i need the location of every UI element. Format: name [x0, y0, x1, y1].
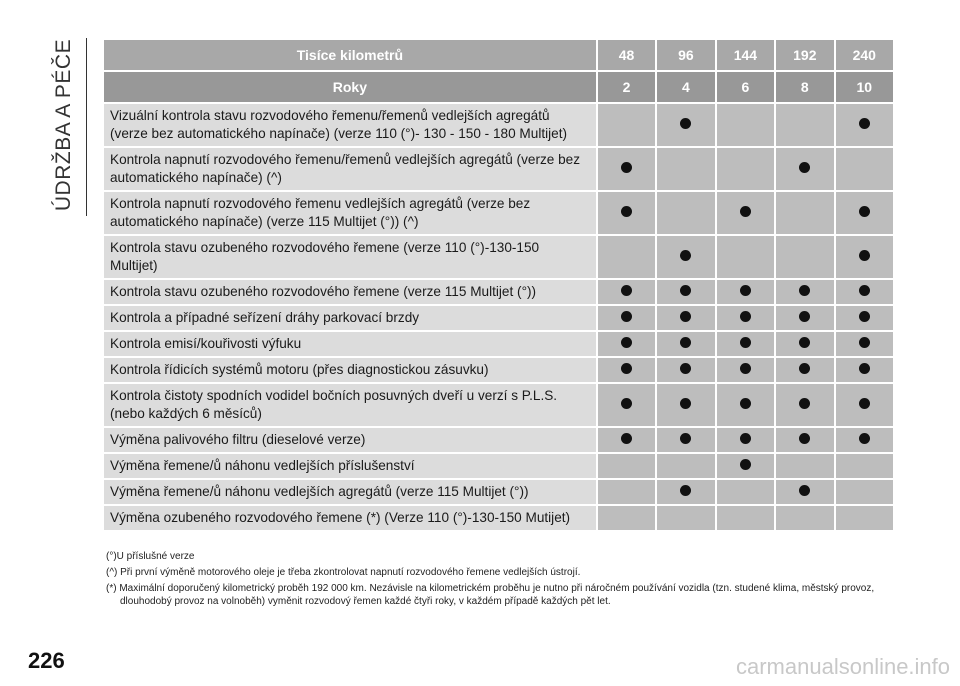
table-row [104, 236, 893, 278]
interval-cell [776, 506, 833, 530]
interval-cell [717, 428, 774, 452]
table-row [104, 332, 893, 356]
interval-cell [776, 104, 833, 146]
table-row [104, 306, 893, 330]
interval-cell [598, 192, 655, 234]
interval-cell [836, 480, 893, 504]
header-years-label: Roky [104, 72, 596, 102]
scheduled-dot-icon [859, 118, 870, 129]
task-description: Kontrola a případné seřízení dráhy parkovací brzdy [104, 306, 596, 330]
table-row [104, 104, 893, 146]
interval-cell [598, 280, 655, 304]
interval-cell [598, 148, 655, 190]
maintenance-schedule-table [102, 38, 895, 532]
interval-cell [657, 358, 714, 382]
header-km-cell: 96 [657, 40, 714, 70]
interval-cell [836, 428, 893, 452]
interval-cell [657, 454, 714, 478]
header-km-label: Tisíce kilometrů [104, 40, 596, 70]
scheduled-dot-icon [799, 485, 810, 496]
scheduled-dot-icon [799, 285, 810, 296]
interval-cell [657, 332, 714, 356]
interval-cell [836, 306, 893, 330]
task-description: Výměna řemene/ů náhonu vedlejších příslušenství [104, 454, 596, 478]
interval-cell [657, 280, 714, 304]
interval-cell [717, 104, 774, 146]
task-description: Kontrola stavu ozubeného rozvodového řemene (verze 110 (°)-130-150 Multijet) [104, 236, 596, 278]
interval-cell [598, 236, 655, 278]
interval-cell [598, 480, 655, 504]
scheduled-dot-icon [680, 363, 691, 374]
interval-cell [717, 236, 774, 278]
scheduled-dot-icon [621, 162, 632, 173]
footnote: (*) Maximální doporučený kilometrický proběh 192 000 km. Nezávisle na kilometrickém proběhu je nutno při náročném používání vozidla (tzn. studené klima, městský provoz, [106, 583, 875, 594]
scheduled-dot-icon [799, 433, 810, 444]
interval-cell [776, 480, 833, 504]
scheduled-dot-icon [859, 285, 870, 296]
interval-cell [776, 332, 833, 356]
interval-cell [598, 506, 655, 530]
scheduled-dot-icon [799, 398, 810, 409]
table-row [104, 428, 893, 452]
interval-cell [776, 358, 833, 382]
scheduled-dot-icon [859, 363, 870, 374]
scheduled-dot-icon [680, 398, 691, 409]
interval-cell [717, 480, 774, 504]
task-description: Kontrola napnutí rozvodového řemenu vedlejších agregátů (verze bez automatického napínače) (verze 115 Multijet (°)) (^) [104, 192, 596, 234]
scheduled-dot-icon [859, 433, 870, 444]
scheduled-dot-icon [621, 206, 632, 217]
scheduled-dot-icon [799, 337, 810, 348]
interval-cell [657, 306, 714, 330]
header-row-years [104, 72, 893, 102]
task-description: Kontrola napnutí rozvodového řemenu/řemenů vedlejších agregátů (verze bez automatického napínače) (^) [104, 148, 596, 190]
header-years-cell: 2 [598, 72, 655, 102]
interval-cell [836, 236, 893, 278]
scheduled-dot-icon [740, 285, 751, 296]
scheduled-dot-icon [859, 250, 870, 261]
interval-cell [776, 384, 833, 426]
interval-cell [657, 506, 714, 530]
task-description: Výměna ozubeného rozvodového řemene (*) (Verze 110 (°)-130-150 Mutijet) [104, 506, 596, 530]
scheduled-dot-icon [740, 433, 751, 444]
interval-cell [836, 192, 893, 234]
interval-cell [717, 280, 774, 304]
scheduled-dot-icon [680, 433, 691, 444]
interval-cell [776, 306, 833, 330]
scheduled-dot-icon [859, 311, 870, 322]
interval-cell [836, 384, 893, 426]
interval-cell [717, 332, 774, 356]
interval-cell [776, 428, 833, 452]
interval-cell [776, 280, 833, 304]
interval-cell [776, 148, 833, 190]
interval-cell [717, 148, 774, 190]
task-description: Kontrola emisí/kouřivosti výfuku [104, 332, 596, 356]
scheduled-dot-icon [740, 363, 751, 374]
scheduled-dot-icon [680, 337, 691, 348]
interval-cell [717, 506, 774, 530]
interval-cell [657, 428, 714, 452]
scheduled-dot-icon [621, 337, 632, 348]
table-row [104, 192, 893, 234]
scheduled-dot-icon [621, 363, 632, 374]
interval-cell [717, 306, 774, 330]
scheduled-dot-icon [740, 206, 751, 217]
interval-cell [836, 506, 893, 530]
scheduled-dot-icon [740, 459, 751, 470]
interval-cell [598, 358, 655, 382]
interval-cell [836, 358, 893, 382]
scheduled-dot-icon [680, 311, 691, 322]
interval-cell [598, 428, 655, 452]
section-title-text: ÚDRŽBA A PÉČE [52, 38, 75, 212]
scheduled-dot-icon [621, 285, 632, 296]
interval-cell [717, 384, 774, 426]
table-row [104, 480, 893, 504]
table-row [104, 506, 893, 530]
interval-cell [776, 192, 833, 234]
interval-cell [598, 332, 655, 356]
table-row [104, 280, 893, 304]
header-years-cell: 4 [657, 72, 714, 102]
interval-cell [657, 148, 714, 190]
scheduled-dot-icon [621, 433, 632, 444]
header-km-cell: 240 [836, 40, 893, 70]
task-description: Vizuální kontrola stavu rozvodového řemenu/řemenů vedlejších agregátů (verze bez automatického napínače) (verze 110 (°)- 130 - 150 - 180 Multijet) [104, 104, 596, 146]
interval-cell [598, 104, 655, 146]
footnote: dlouhodobý provoz na volnoběh) vyměnit rozvodový řemen každé čtyři roky, v každém případě každých pět let. [120, 596, 611, 607]
interval-cell [836, 104, 893, 146]
footnote: (^) Při první výměně motorového oleje je třeba zkontrolovat napnutí rozvodového řemene vedlejších ústrojí. [106, 567, 581, 578]
scheduled-dot-icon [680, 118, 691, 129]
interval-cell [836, 454, 893, 478]
watermark: carmanualsonline.info [736, 654, 951, 679]
header-years-cell: 10 [836, 72, 893, 102]
table-row [104, 384, 893, 426]
header-km-cell: 144 [717, 40, 774, 70]
scheduled-dot-icon [799, 311, 810, 322]
scheduled-dot-icon [740, 311, 751, 322]
page-number: 226 [28, 648, 65, 673]
task-description: Výměna řemene/ů náhonu vedlejších agregátů (verze 115 Multijet (°)) [104, 480, 596, 504]
scheduled-dot-icon [621, 311, 632, 322]
footnote: (°)U příslušné verze [106, 551, 195, 562]
scheduled-dot-icon [621, 398, 632, 409]
interval-cell [836, 280, 893, 304]
scheduled-dot-icon [799, 363, 810, 374]
table-row [104, 454, 893, 478]
task-description: Kontrola řídicích systémů motoru (přes diagnostickou zásuvku) [104, 358, 596, 382]
scheduled-dot-icon [680, 250, 691, 261]
interval-cell [657, 384, 714, 426]
interval-cell [776, 454, 833, 478]
header-km-cell: 192 [776, 40, 833, 70]
task-description: Kontrola stavu ozubeného rozvodového řemene (verze 115 Multijet (°)) [104, 280, 596, 304]
scheduled-dot-icon [740, 398, 751, 409]
interval-cell [657, 192, 714, 234]
interval-cell [657, 104, 714, 146]
interval-cell [776, 236, 833, 278]
interval-cell [717, 358, 774, 382]
interval-cell [836, 148, 893, 190]
scheduled-dot-icon [680, 285, 691, 296]
interval-cell [657, 236, 714, 278]
scheduled-dot-icon [859, 206, 870, 217]
footnotes [106, 550, 896, 611]
interval-cell [717, 454, 774, 478]
interval-cell [598, 306, 655, 330]
task-description: Výměna palivového filtru (dieselové verze) [104, 428, 596, 452]
scheduled-dot-icon [859, 398, 870, 409]
section-title [44, 40, 84, 210]
scheduled-dot-icon [740, 337, 751, 348]
scheduled-dot-icon [859, 337, 870, 348]
header-row-km [104, 40, 893, 70]
interval-cell [836, 332, 893, 356]
interval-cell [717, 192, 774, 234]
table-row [104, 148, 893, 190]
header-km-cell: 48 [598, 40, 655, 70]
interval-cell [657, 480, 714, 504]
interval-cell [598, 384, 655, 426]
interval-cell [598, 454, 655, 478]
scheduled-dot-icon [799, 162, 810, 173]
table-row [104, 358, 893, 382]
header-years-cell: 8 [776, 72, 833, 102]
section-divider [86, 38, 87, 216]
task-description: Kontrola čistoty spodních vodidel bočních posuvných dveří u verzí s P.L.S. (nebo každých 6 měsíců) [104, 384, 596, 426]
header-years-cell: 6 [717, 72, 774, 102]
scheduled-dot-icon [680, 485, 691, 496]
